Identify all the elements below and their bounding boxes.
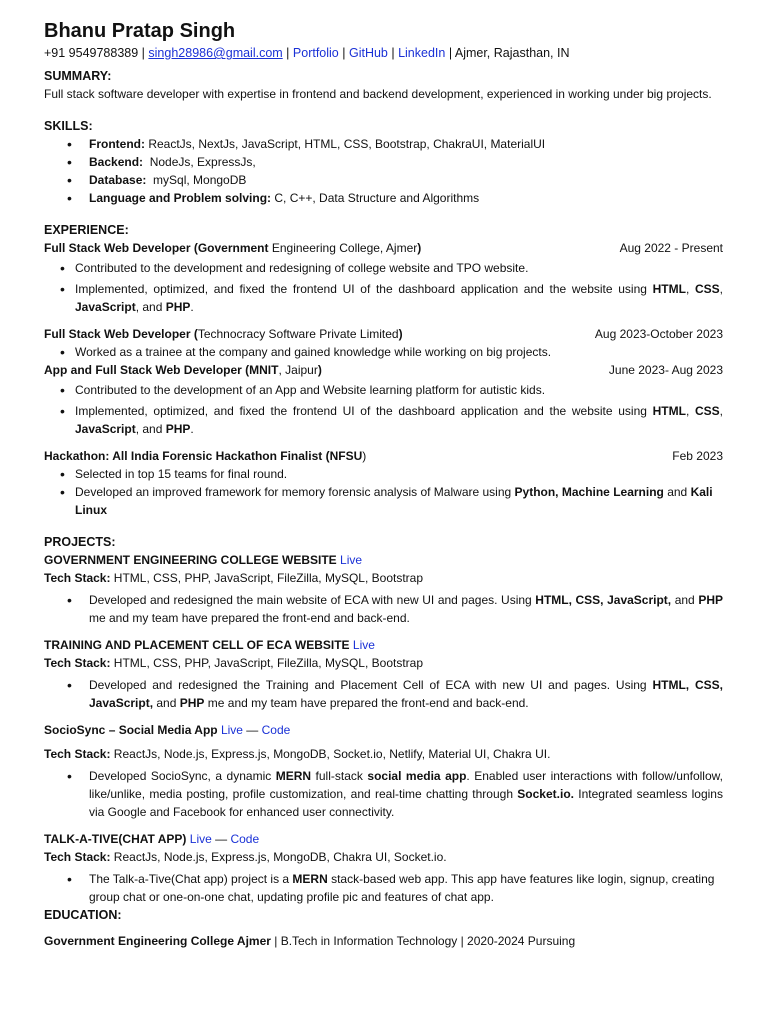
- skill-languages: • Language and Problem solving: C, C++, Data Structure and Algorithms: [44, 189, 723, 207]
- project-live-link[interactable]: Live: [352, 638, 375, 652]
- job-bullets: [44, 343, 723, 361]
- project-bullets: [44, 870, 723, 906]
- project-bullet: • The Talk-a-Tive(Chat app) project is a MERN stack-based web app. This app have features like login, signup, creating group chat or one-on-one chat, updating profile pic and features of chat app.: [44, 870, 723, 906]
- project-bullet: • Developed and redesigned the Training and Placement Cell of ECA with new UI and pages. Using HTML, CSS, JavaScript, and PHP me and my team have prepared the front-end and back-end.: [44, 676, 723, 712]
- college-name: Government Engineering College Ajmer: [44, 934, 271, 948]
- project-tech-stack: Tech Stack: HTML, CSS, PHP, JavaScript, FileZilla, MySQL, Bootstrap: [44, 571, 424, 585]
- summary-heading: SUMMARY:: [44, 69, 112, 83]
- job-date: Aug 2023-October 2023: [594, 327, 723, 341]
- skill-frontend: • Frontend: ReactJs, NextJs, JavaScript, HTML, CSS, Bootstrap, ChakraUI, MaterialUI: [44, 135, 723, 153]
- project-title: TRAINING AND PLACEMENT CELL OF ECA WEBSITE Live: [44, 638, 375, 652]
- project-bullets: [44, 676, 723, 712]
- candidate-name: Bhanu Pratap Singh: [44, 20, 236, 42]
- job-date: June 2023- Aug 2023: [608, 363, 723, 377]
- job-bullets: [44, 381, 723, 438]
- job-bullet: • Worked as a trainee at the company and gained knowledge while working on big projects.: [44, 343, 723, 361]
- project-tech-stack: Tech Stack: ReactJs, Node.js, Express.js, MongoDB, Chakra UI, Socket.io.: [44, 850, 447, 864]
- job-header: Full Stack Web Developer (Government Engineering College, Ajmer) Aug 2022 - Present: [44, 241, 723, 255]
- job-bullet: • Selected in top 15 teams for final round.: [44, 465, 723, 483]
- email-link[interactable]: singh28986@gmail.com: [148, 46, 283, 60]
- skills-heading: SKILLS:: [44, 119, 93, 133]
- resume: [44, 18, 723, 950]
- project-live-link[interactable]: Live: [189, 832, 212, 846]
- education-heading: EDUCATION:: [44, 908, 122, 922]
- job-date: Aug 2022 - Present: [619, 241, 723, 255]
- job-bullet: • Implemented, optimized, and fixed the frontend UI of the dashboard application and the website using HTML, CSS, JavaScript, and PHP.: [44, 280, 723, 316]
- project-bullet: • Developed SocioSync, a dynamic MERN full-stack social media app. Enabled user interactions with follow/unfollow, like/unlike, media posting, profile customization, and real-time chatting through Socket.io. Integrated seamless logins via Google and Facebook for enhanced user connectivity.: [44, 767, 723, 821]
- skill-backend: • Backend: NodeJs, ExpressJs,: [44, 153, 723, 171]
- portfolio-link[interactable]: Portfolio: [292, 46, 339, 60]
- linkedin-link[interactable]: LinkedIn: [398, 46, 446, 60]
- job-header: App and Full Stack Web Developer (MNIT, Jaipur) June 2023- Aug 2023: [44, 363, 723, 377]
- job-bullets: [44, 259, 723, 316]
- job-header: Hackathon: All India Forensic Hackathon Finalist (NFSU) Feb 2023: [44, 449, 723, 463]
- project-code-link[interactable]: Code: [261, 723, 291, 737]
- project-live-link[interactable]: Live: [340, 553, 363, 567]
- project-tech-stack: Tech Stack: ReactJs, Node.js, Express.js, MongoDB, Socket.io, Netlify, Material UI, Chakra UI.: [44, 747, 551, 761]
- location: Ajmer, Rajasthan, IN: [454, 46, 570, 60]
- projects-heading: PROJECTS:: [44, 535, 116, 549]
- job-bullet: • Implemented, optimized, and fixed the frontend UI of the dashboard application and the website using HTML, CSS, JavaScript, and PHP.: [44, 402, 723, 438]
- job-bullet: • Developed an improved framework for memory forensic analysis of Malware using Python, Machine Learning and Kali Linux: [44, 483, 723, 519]
- job-date: Feb 2023: [672, 449, 723, 463]
- project-title: SocioSync – Social Media App Live — Code: [44, 723, 291, 737]
- github-link[interactable]: GitHub: [348, 46, 388, 60]
- project-title: GOVERNMENT ENGINEERING COLLEGE WEBSITE Live: [44, 553, 363, 567]
- project-bullet: • Developed and redesigned the main website of ECA with new UI and pages. Using HTML, CSS, JavaScript, and PHP me and my team have prepared the front-end and back-end.: [44, 591, 723, 627]
- project-bullets: [44, 591, 723, 627]
- project-tech-stack: Tech Stack: HTML, CSS, PHP, JavaScript, FileZilla, MySQL, Bootstrap: [44, 656, 424, 670]
- job-header: Full Stack Web Developer (Technocracy Software Private Limited) Aug 2023-October 2023: [44, 327, 723, 341]
- project-code-link[interactable]: Code: [230, 832, 260, 846]
- degree-details: | B.Tech in Information Technology | 2020-2024 Pursuing: [270, 934, 576, 948]
- skill-database: • Database: mySql, MongoDB: [44, 171, 723, 189]
- education-entry: [44, 932, 723, 950]
- job-bullets: [44, 465, 723, 519]
- job-bullet: • Contributed to the development of an App and Website learning platform for autistic kids.: [44, 381, 723, 399]
- project-title: TALK-A-TIVE(CHAT APP) Live — Code: [44, 832, 260, 846]
- project-bullets: [44, 767, 723, 821]
- experience-heading: EXPERIENCE:: [44, 223, 129, 237]
- job-bullet: • Contributed to the development and redesigning of college website and TPO website.: [44, 259, 723, 277]
- summary-text: Full stack software developer with expertise in frontend and backend development, experienced in working under big projects.: [44, 87, 712, 101]
- contact-line: +91 9549788389 | singh28986@gmail.com | Portfolio | GitHub | LinkedIn | Ajmer, Rajasthan, IN: [44, 46, 570, 60]
- phone: +91 9549788389: [44, 46, 139, 60]
- project-live-link[interactable]: Live: [220, 723, 243, 737]
- skills-list: [44, 135, 723, 207]
